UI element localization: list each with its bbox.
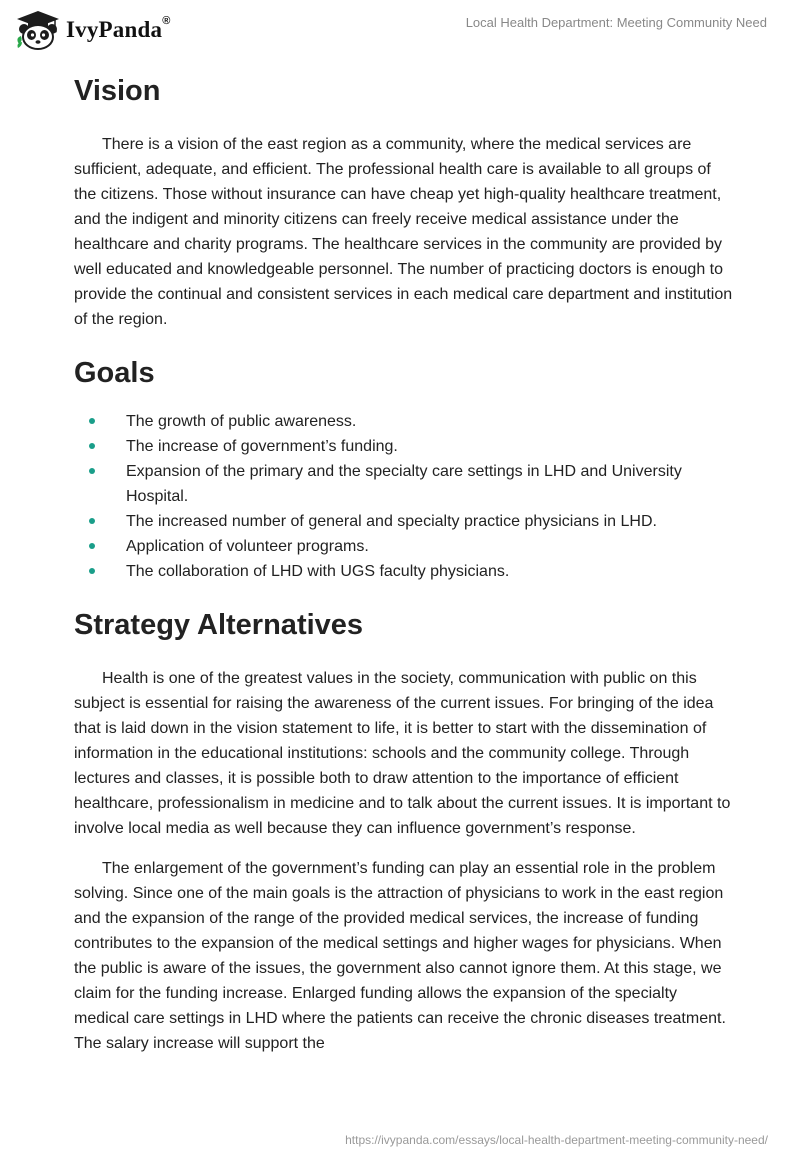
ivypanda-logo[interactable] — [15, 10, 171, 50]
goal-item: The growth of public awareness. — [74, 409, 734, 434]
article-body — [74, 70, 734, 1056]
goals-list — [74, 409, 734, 584]
strategy-heading: Strategy Alternatives — [74, 609, 364, 641]
goal-item: The collaboration of LHD with UGS faculty physicians. — [74, 559, 734, 584]
goals-heading: Goals — [74, 357, 155, 389]
strategy-paragraph-2: The enlargement of the government’s funding can play an essential role in the problem solving. Since one of the main goals is the attraction of physicians to work in the east region and the expansion of the range of the provided medical services, the increase of funding contributes to the expansion of the medical settings and higher wages for physicians. When the public is aware of the issues, the government also cannot ignore them. At this stage, we claim for the funding increase. Enlarged funding allows the expansion of the specialty medical care settings in LHD where the patients can receive the chronic diseases treatment. The salary increase will support the — [74, 860, 726, 1052]
trademark-symbol: ® — [162, 15, 171, 27]
goal-item: The increase of government’s funding. — [74, 434, 734, 459]
brand-name: IvyPanda® — [66, 15, 171, 42]
panda-graduate-icon — [15, 10, 61, 50]
vision-section — [74, 70, 734, 332]
page-header — [0, 0, 800, 62]
goal-item: The increased number of general and specialty practice physicians in LHD. — [74, 509, 734, 534]
strategy-section — [74, 604, 734, 1056]
strategy-paragraph-1: Health is one of the greatest values in the society, communication with public on this subject is essential for raising the awareness of the current issues. For bringing of the idea that is laid down in the vision statement to life, it is better to start with the dissemination of information in the educational institutions: schools and the community college. Through lectures and classes, it is possible both to draw attention to the importance of efficient healthcare, professionalism in medicine and to talk about the current issues. It is important to involve local media as well because they can influence government’s response. — [74, 670, 731, 837]
goals-section — [74, 352, 734, 584]
document-title: Local Health Department: Meeting Community Need — [465, 15, 767, 30]
source-url-link[interactable]: https://ivypanda.com/essays/local-health-department-meeting-community-need/ — [345, 1133, 768, 1147]
vision-heading: Vision — [74, 75, 161, 107]
vision-paragraph: There is a vision of the east region as a community, where the medical services are sufficient, adequate, and efficient. The professional health care is available to all groups of the citizens. Those without insurance can have cheap yet high-quality healthcare treatment, and the indigent and minority citizens can freely receive medical assistance under the healthcare and charity programs. The healthcare services in the community are provided by well educated and knowledgeable personnel. The number of practicing doctors is enough to provide the continual and consistent services in each medical care department and institution of the region. — [74, 136, 733, 328]
goal-item: Expansion of the primary and the specialty care settings in LHD and University Hospital. — [74, 459, 734, 509]
goal-item: Application of volunteer programs. — [74, 534, 734, 559]
